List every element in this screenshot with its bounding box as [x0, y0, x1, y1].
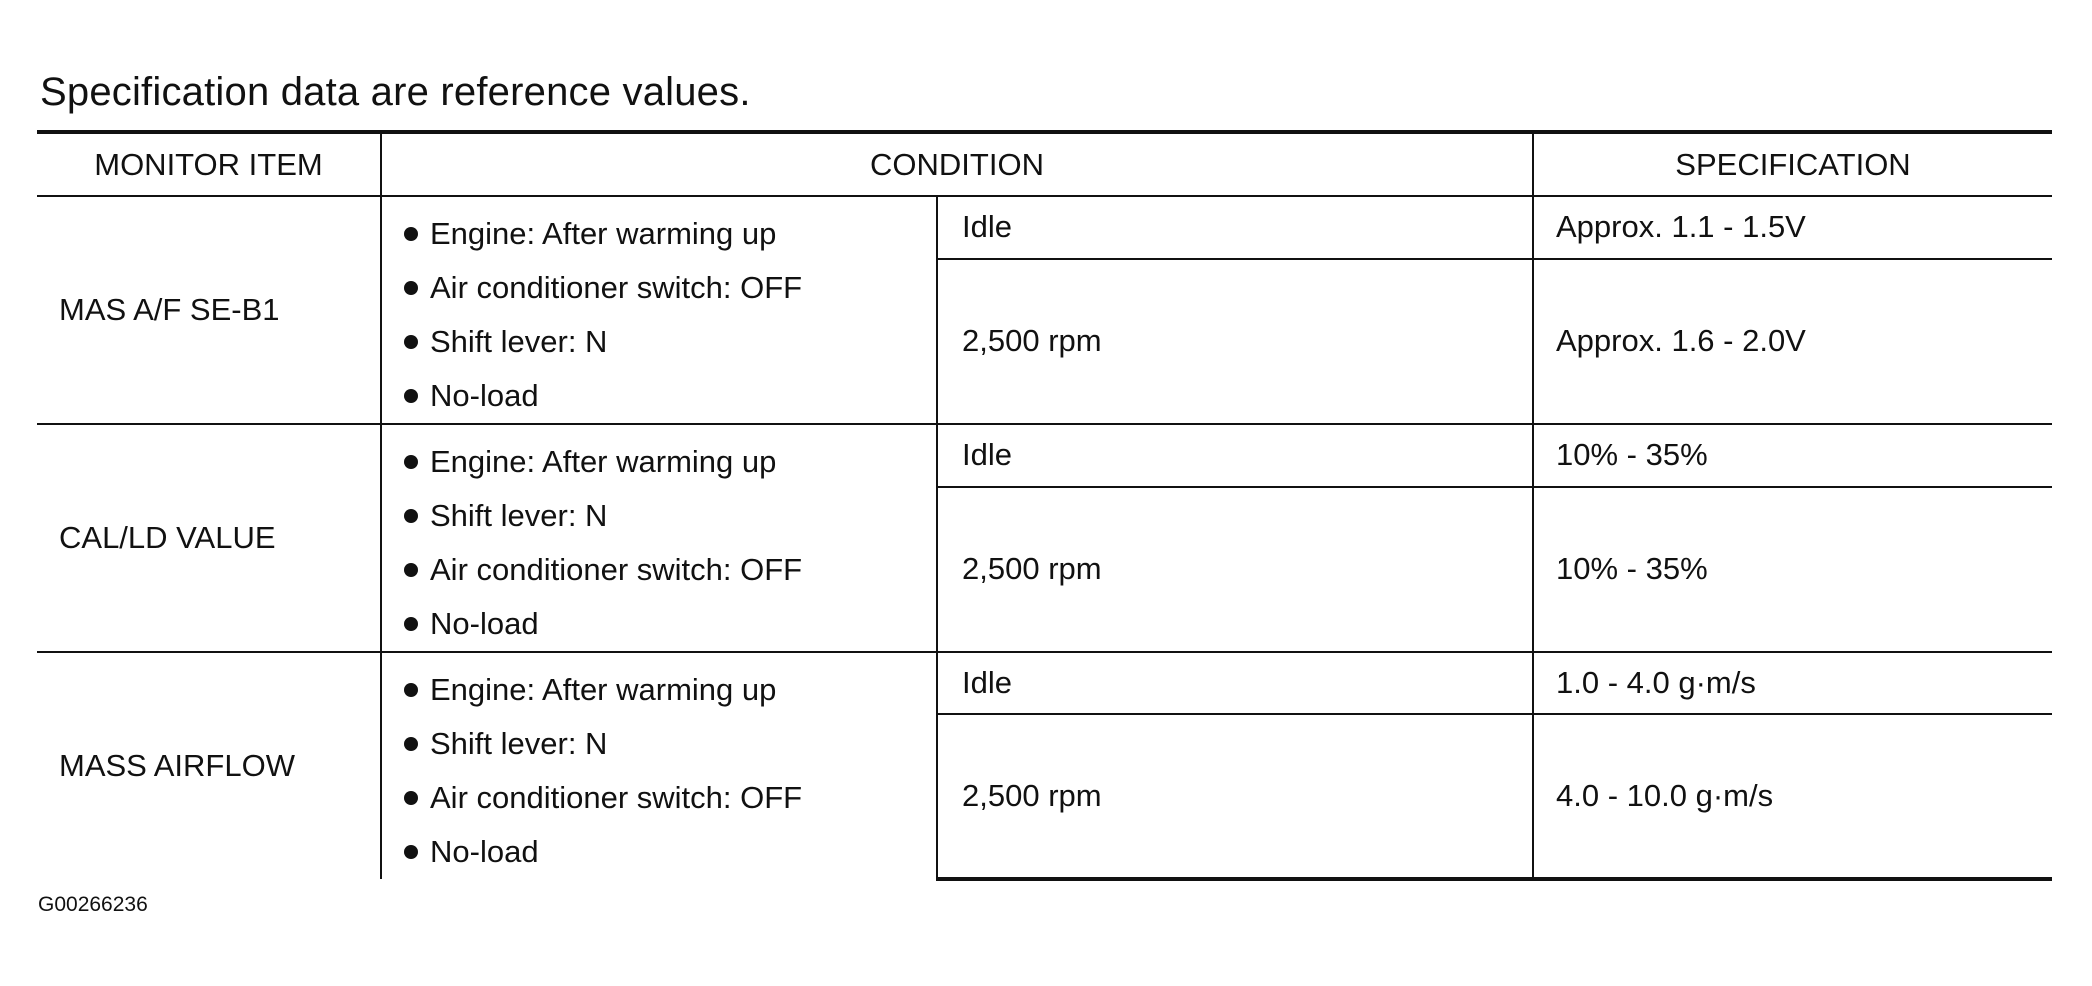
condition-item: Shift lever: N [404, 315, 936, 369]
rpm-spec-cell: 10% - 35% [1533, 487, 2052, 652]
header-row [37, 132, 2052, 196]
bullet-icon [404, 455, 418, 469]
condition-item: Engine: After warming up [404, 663, 936, 717]
condition-list [404, 425, 936, 651]
condition-list [404, 197, 936, 423]
rpm-condition-cell: 2,500 rpm [937, 259, 1533, 424]
condition-item: Air conditioner switch: OFF [404, 771, 936, 825]
condition-item: Shift lever: N [404, 489, 936, 543]
bullet-icon [404, 509, 418, 523]
idle-condition-cell: Idle [937, 424, 1533, 487]
bullet-icon [404, 617, 418, 631]
condition-item: Air conditioner switch: OFF [404, 543, 936, 597]
monitor-group-mass-airflow [37, 652, 2052, 879]
condition-item: Air conditioner switch: OFF [404, 261, 936, 315]
idle-spec-cell: 10% - 35% [1533, 424, 2052, 487]
bullet-icon [404, 281, 418, 295]
idle-condition-cell: Idle [937, 196, 1533, 259]
monitor-group-cal-ld [37, 424, 2052, 652]
condition-item: No-load [404, 597, 936, 651]
condition-list-cell [381, 424, 937, 652]
rpm-condition-cell: 2,500 rpm [937, 714, 1533, 879]
figure-id: G00266236 [38, 893, 148, 916]
rpm-spec-cell: 4.0 - 10.0 g·m/s [1533, 714, 2052, 879]
bullet-icon [404, 335, 418, 349]
monitor-group-mas-af [37, 196, 2052, 424]
monitor-item-cell: MASS AIRFLOW [37, 652, 381, 879]
specification-table [37, 130, 2052, 881]
condition-list-cell [381, 652, 937, 879]
condition-item: No-load [404, 369, 936, 423]
bullet-icon [404, 791, 418, 805]
idle-spec-cell: 1.0 - 4.0 g·m/s [1533, 652, 2052, 714]
bullet-icon [404, 227, 418, 241]
table-caption: Specification data are reference values. [40, 70, 751, 114]
table-row [37, 196, 2052, 259]
header-specification: SPECIFICATION [1533, 132, 2052, 196]
rpm-spec-cell: Approx. 1.6 - 2.0V [1533, 259, 2052, 424]
bullet-icon [404, 737, 418, 751]
header-condition: CONDITION [381, 132, 1533, 196]
bullet-icon [404, 563, 418, 577]
idle-condition-cell: Idle [937, 652, 1533, 714]
condition-list [404, 653, 936, 879]
bullet-icon [404, 845, 418, 859]
header-monitor-item: MONITOR ITEM [37, 132, 381, 196]
condition-item: Engine: After warming up [404, 207, 936, 261]
table-row [37, 652, 2052, 714]
monitor-item-cell: MAS A/F SE-B1 [37, 196, 381, 424]
condition-item: Shift lever: N [404, 717, 936, 771]
condition-item: Engine: After warming up [404, 435, 936, 489]
bullet-icon [404, 389, 418, 403]
monitor-item-cell: CAL/LD VALUE [37, 424, 381, 652]
idle-spec-cell: Approx. 1.1 - 1.5V [1533, 196, 2052, 259]
rpm-condition-cell: 2,500 rpm [937, 487, 1533, 652]
table-row [37, 424, 2052, 487]
condition-item: No-load [404, 825, 936, 879]
condition-list-cell [381, 196, 937, 424]
bullet-icon [404, 683, 418, 697]
